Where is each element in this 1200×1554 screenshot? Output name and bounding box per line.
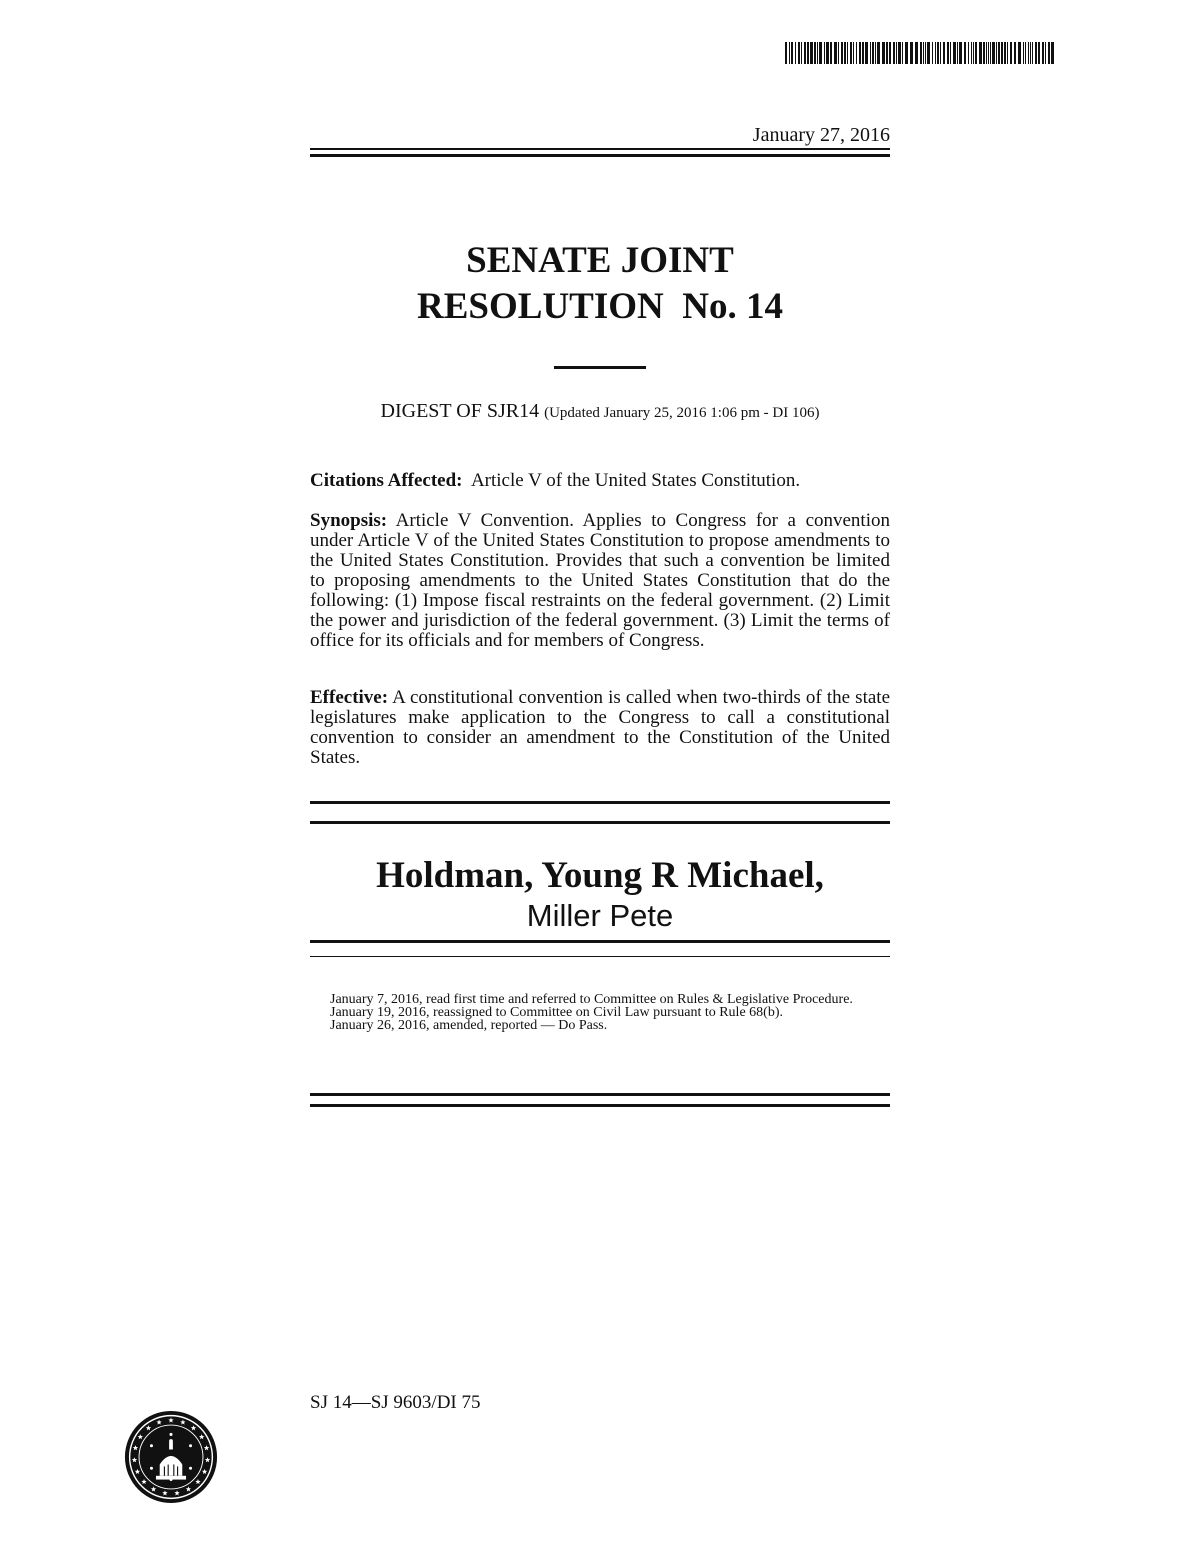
state-seal-icon [124, 1410, 218, 1504]
digest-label: DIGEST OF SJR14 [380, 400, 540, 422]
top-rule-thick [310, 154, 890, 157]
authors-sub: Miller Pete [526, 898, 674, 933]
citations-text: Article V of the United States Constitution. [470, 470, 801, 491]
digest-heading [310, 400, 890, 423]
mid-rule-upper [310, 801, 890, 804]
citations-label: Citations Affected: [310, 470, 463, 491]
footer-code: SJ 14—SJ 9603/DI 75 [310, 1392, 481, 1413]
title-line-2: RESOLUTION No. 14 [417, 286, 783, 327]
synopsis-paragraph [310, 511, 890, 651]
resolution-title [310, 238, 890, 330]
effective-paragraph [310, 688, 890, 768]
title-divider [554, 366, 646, 369]
bottom-rule-upper [310, 1093, 890, 1096]
top-rule-thin [310, 148, 890, 150]
authors-rule-thick [310, 940, 890, 943]
bottom-rule-lower [310, 1104, 890, 1107]
effective-text: A constitutional convention is called when two-thirds of the state legislatures make application to the Congress to call a constitutional convention to consider an amendment to the Constitution of the United States. [310, 687, 891, 768]
digest-updated: (Updated January 25, 2016 1:06 pm - DI 106) [544, 405, 820, 421]
legislative-history [310, 993, 890, 1032]
history-entry: January 19, 2016, reassigned to Committee on Civil Law pursuant to Rule 68(b). [330, 1005, 783, 1020]
history-entry: January 7, 2016, read first time and referred to Committee on Rules & Legislative Procedure. [330, 992, 853, 1007]
authors-block [310, 854, 890, 934]
history-entry: January 26, 2016, amended, reported — Do Pass. [330, 1018, 608, 1033]
mid-rule-lower [310, 821, 890, 824]
synopsis-label: Synopsis: [310, 510, 388, 531]
synopsis-text: Article V Convention. Applies to Congress for a convention under Article V of the United States Constitution to propose amendments to the United States Constitution. Provides that such a convention be limited to proposing amendments to the United States Constitution that do the following: (1) Impose fiscal restraints on the federal government. (2) Limit the power and jurisdiction of the federal government. (3) Limit the terms of office for its officials and for members of Congress. [310, 510, 890, 651]
title-line-1: SENATE JOINT [466, 240, 734, 281]
barcode [785, 42, 1057, 64]
effective-label: Effective: [310, 687, 389, 708]
citations-paragraph [310, 471, 890, 491]
document-date: January 27, 2016 [752, 124, 890, 146]
authors-rule-thin [310, 956, 890, 957]
authors-main: Holdman, Young R Michael, [376, 855, 824, 896]
